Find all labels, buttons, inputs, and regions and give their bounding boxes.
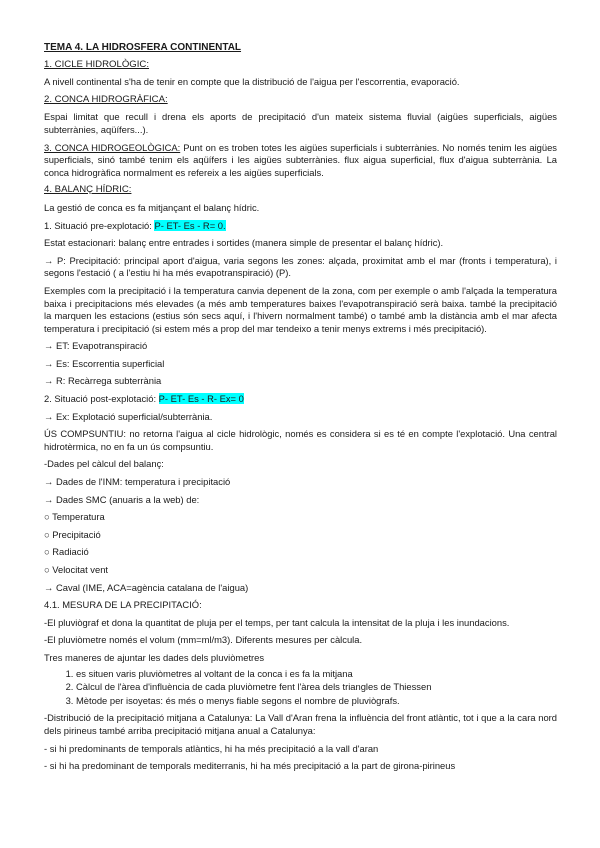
es-definition: → Es: Escorrentia superficial [44,357,165,369]
section-heading-balanc: 4. BALANÇ HÍDRIC: [44,184,132,196]
exemples-paragraph: Exemples com la precipitació i la temperatura canvia depenent de la zona, com per exemple o amb l'alçada la temperatura baixa i precipitacions més elevades (a més amb temperatures baixes l'evapotranspiració serà baixa. també la precipitació la marquen les estacions (estius són secs aquí, i l'hivern normalment també) o també amb la distància amb el mar afecta temperatura i precipitació (si estem més a prop del mar tendeixo a tenir menys extrems i més precipitació). [44,284,557,334]
list-item: 2. Càlcul de l'àrea d'influència de cada pluviòmetre fent l'àrea dels triangles de Thiessen [76,681,557,694]
pluviograf: -El pluviògraf et dona la quantitat de pluja per el temps, per tant calcula la intensitat de la pluja i les inundacions. [44,616,510,628]
tres-maneres: Tres maneres de ajuntar les dades dels pluviòmetres [44,651,265,663]
list-item: 3. Mètode per isoyetas: és més o menys fiable segons el nombre de pluviògrafs. [76,695,557,708]
sit2-label: 2. Situació post-explotació: [44,393,159,405]
list-item: ○ Velocitat vent [44,564,109,575]
paragraph-cicle: A nivell continental s'ha de tenir en compte que la distribució de l'aigua per l'escorrentia, evaporació. [44,76,460,88]
situacio-pre-explotacio [44,220,557,233]
temporals-mediterranis: - si hi ha predominant de temporals mediterranis, hi ha més precipitació a la part de girona-pirineus [44,760,456,772]
sit1-formula: P- ET- Es - R= 0. [154,219,226,231]
section-heading-cicle: 1. CICLE HIDROLÒGIC: [44,58,150,70]
methods-list [44,668,557,708]
dades-balanc: -Dades pel càlcul del balanç: [44,458,164,470]
section-heading-mesura-precipitacio: 4.1. MESURA DE LA PRECIPITACIÓ: [44,599,202,611]
page-title: TEMA 4. LA HIDROSFERA CONTINENTAL [44,42,242,53]
dades-inm: → Dades de l'INM: temperatura i precipitació [44,476,231,488]
list-item: 1. es situen varis pluviòmetres al voltant de la conca i es fa la mitjana [76,668,557,681]
section-heading-conca-hidrografica: 2. CONCA HIDROGRÀFICA: [44,93,168,105]
temporals-atlantics: - si hi predominants de temporals atlàntics, hi ha més precipitació a la vall d'aran [44,742,379,754]
dades-smc: → Dades SMC (anuaris a la web) de: [44,493,200,505]
ex-definition: → Ex: Explotació superficial/subterrània. [44,410,213,422]
us-compsuntiu: ÚS COMPSUNTIU: no retorna l'aigua al cicle hidrològic, només es considera si es té en compte l'explotació. Una central hidrotèrmica, no en fa un ús compsuntiu. [44,428,557,452]
distribucio-paragraph: -Distribució de la precipitació mitjana a Catalunya: La Vall d'Aran frena la influència del front atlàntic, tot i que a la cara nord dels pirineus també arriba precipitació mitjana anual a Catalunya: [44,712,557,736]
document-page [44,42,557,778]
sit1-label: 1. Situació pre-explotació: [44,219,155,231]
situacio-post-explotacio [44,393,557,406]
balanc-intro: La gestió de conca es fa mitjançant el balanç hídric. [44,201,260,213]
sit2-formula: P- ET- Es - R- Ex= 0 [158,393,244,405]
section-heading-conca-hidrogeologica: 3. CONCA HIDROGEOLÒGICA: [44,141,181,153]
conca-hidrogeologica-text: Punt on es troben totes les aigües superficials i subterrànies. No només tenim les aigües superficials, sinó també tenim els aqüífers i les aigües subterrànies. flux aigua superficial, flux d'aigua subterrània. La conca hidrogràfica normalment es refereix a les aigües superficials. [44,141,557,178]
pluviometre: -El pluviòmetre només el volum (mm=ml/m3). Diferents mesures per càlcula. [44,634,363,646]
list-item: ○ Precipitació [44,528,101,540]
paragraph-conca-hidrogeologica [44,142,557,180]
paragraph-conca-hidrografica: Espai limitat que recull i drena els aports de precipitació d'un mateix sistema fluvial (aigües superficials, aigües subterrànies, aqüífers...). [44,111,557,135]
estat-estacionari: Estat estacionari: balanç entre entrades i sortides (manera simple de presentar el balanç hídric). [44,237,444,249]
caval: → Caval (IME, ACA=agència catalana de l'aigua) [44,581,249,593]
et-definition: → ET: Evapotranspiració [44,340,148,352]
r-definition: → R: Recàrrega subterrània [44,375,162,387]
precipitacio-definition: → P: Precipitació: principal aport d'aigua, varia segons les zones: alçada, proximitat amb el mar (fronts i temperatura), i segons l'estació ( a l'estiu hi ha més evapotranspiració) (P). [44,254,557,279]
list-item: ○ Radiació [44,546,89,558]
list-item: ○ Temperatura [44,511,105,523]
